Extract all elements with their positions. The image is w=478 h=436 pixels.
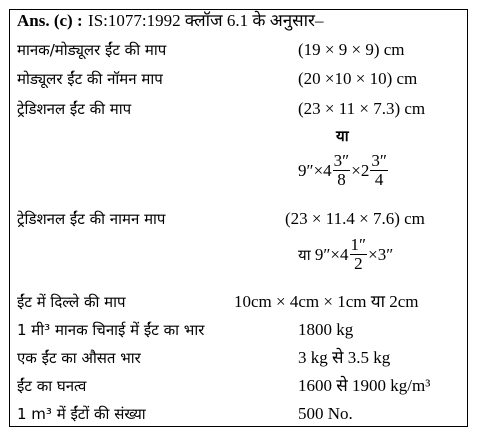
alt-inch-expression	[298, 236, 393, 273]
fraction	[333, 152, 351, 189]
fraction-numerator: 3″	[371, 151, 387, 170]
row-label: ट्रेडिशनल ईंट की नामन माप	[17, 210, 166, 228]
answer-header	[17, 11, 324, 31]
fraction-denominator: 8	[337, 170, 346, 189]
row-value: (23 × 11.4 × 7.6) cm	[285, 209, 425, 228]
alt-inch-expression	[298, 152, 389, 189]
row-value: 1600 से 1900 kg/m³	[298, 376, 431, 395]
expr-part: ×3″	[368, 244, 394, 264]
fraction-numerator: 1″	[350, 235, 367, 254]
fraction	[350, 236, 368, 273]
answer-label: Ans. (c) :	[17, 11, 83, 30]
row-value: (23 × 11 × 7.3) cm	[298, 99, 426, 118]
reference-text: IS:1077:1992 क्लॉज 6.1 के अनुसार–	[88, 11, 324, 30]
row-label: 1 मी³ मानक चिनाई में ईंट का भार	[17, 321, 205, 339]
expr-part: 9″×4	[298, 160, 332, 180]
row-label: ईंट में दिल्ले की माप	[17, 293, 126, 311]
alt-ya: या	[336, 127, 349, 145]
row-label: ट्रेडिशनल ईंट की माप	[17, 100, 132, 118]
row-value: 500 No.	[298, 404, 353, 423]
fraction-denominator: 2	[354, 254, 363, 273]
row-label: 1 m³ में ईंटों की संख्या	[17, 405, 146, 423]
row-value: 10cm × 4cm × 1cm या 2cm	[234, 292, 419, 311]
fraction-denominator: 4	[374, 170, 384, 189]
row-label: मोड्यूलर ईंट की नॉमन माप	[17, 70, 163, 88]
row-label: मानक/मोड्यूलर ईंट की माप	[17, 41, 167, 59]
row-label: ईंट का घनत्व	[17, 377, 87, 395]
row-value: (20 ×10 × 10) cm	[298, 69, 418, 88]
fraction-numerator: 3″	[333, 151, 350, 170]
expr-part: ×2	[351, 160, 370, 180]
expr-part: 9″×4	[314, 244, 349, 264]
row-value: 1800 kg	[298, 320, 354, 339]
fraction	[370, 152, 388, 189]
row-value: (19 × 9 × 9) cm	[298, 40, 405, 59]
row-value: 3 kg से 3.5 kg	[298, 348, 391, 367]
row-label: एक ईंट का औसत भार	[17, 349, 141, 367]
expr-ya: या	[298, 245, 311, 264]
